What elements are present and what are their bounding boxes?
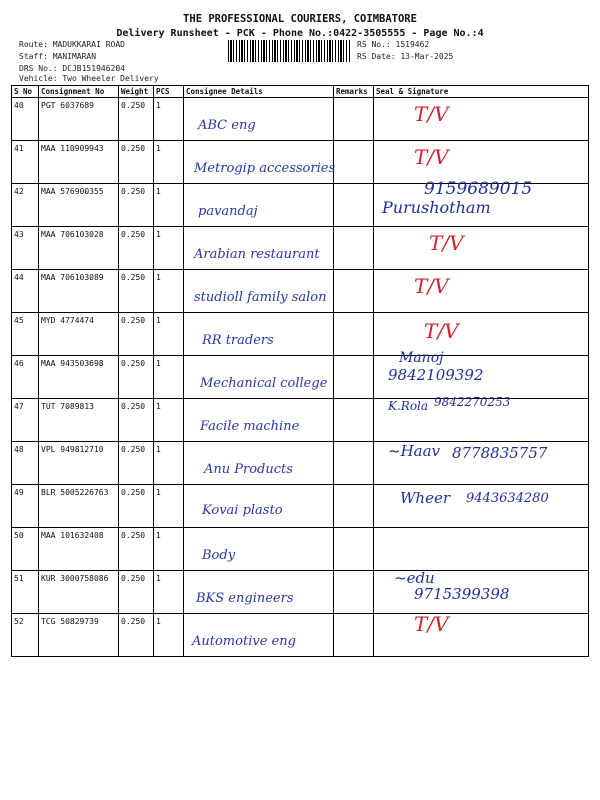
signature-scribble: ~Haav	[388, 442, 441, 460]
pieces: 1	[154, 442, 184, 485]
consignee-handwriting: pavandaj	[198, 204, 258, 219]
consignee-cell	[184, 356, 334, 399]
weight: 0.250	[119, 98, 154, 141]
signature-cell	[374, 442, 589, 485]
table-row	[12, 399, 589, 442]
signature-handwriting: 9443634280	[466, 491, 549, 506]
signature-handwriting: 8778835757	[452, 444, 548, 462]
column-header: Weight	[119, 86, 154, 98]
weight: 0.250	[119, 270, 154, 313]
consignment-number: MAA 706103089	[39, 270, 119, 313]
signature-handwriting: T/V	[414, 145, 449, 169]
serial-number: 48	[12, 442, 39, 485]
table-row	[12, 571, 589, 614]
consignee-handwriting: Body	[202, 548, 236, 563]
pieces: 1	[154, 270, 184, 313]
document-title: THE PROFESSIONAL COURIERS, COIMBATORE	[183, 13, 417, 25]
signature-handwriting: 9159689015	[424, 179, 533, 199]
consignee-handwriting: Kovai plasto	[202, 503, 283, 518]
table-header-row	[12, 86, 589, 98]
remarks-cell	[334, 614, 374, 657]
consignee-cell	[184, 313, 334, 356]
remarks-cell	[334, 528, 374, 571]
rs-number: RS No.: 1519462	[357, 40, 430, 49]
weight: 0.250	[119, 571, 154, 614]
consignee-cell	[184, 227, 334, 270]
remarks-cell	[334, 442, 374, 485]
consignee-cell	[184, 184, 334, 227]
signature-cell	[374, 528, 589, 571]
consignment-number: MYD 4774474	[39, 313, 119, 356]
signature-cell	[374, 227, 589, 270]
consignment-number: TUT 7089813	[39, 399, 119, 442]
pieces: 1	[154, 98, 184, 141]
consignee-handwriting: Anu Products	[204, 462, 293, 477]
signature-handwriting: T/V	[429, 231, 464, 255]
signature-scribble: Wheer	[400, 489, 451, 507]
consignee-handwriting: ABC eng	[198, 118, 256, 133]
consignment-number: MAA 110909943	[39, 141, 119, 184]
runsheet-table	[11, 85, 589, 657]
signature-scribble: Purushotham	[382, 198, 491, 217]
column-header: Consignee Details	[184, 86, 334, 98]
pieces: 1	[154, 399, 184, 442]
consignment-number: MAA 943503698	[39, 356, 119, 399]
signature-cell	[374, 141, 589, 184]
consignee-handwriting: Arabian restaurant	[194, 247, 320, 262]
table-row	[12, 442, 589, 485]
signature-cell	[374, 350, 589, 399]
serial-number: 47	[12, 399, 39, 442]
pieces: 1	[154, 485, 184, 528]
consignee-handwriting: studioll family salon	[194, 290, 327, 305]
remarks-cell	[334, 571, 374, 614]
consignee-handwriting: Mechanical college	[200, 376, 328, 391]
consignment-number: PGT 6037689	[39, 98, 119, 141]
signature-cell	[374, 614, 589, 657]
consignee-cell	[184, 270, 334, 313]
pieces: 1	[154, 356, 184, 399]
table-row	[12, 141, 589, 184]
remarks-cell	[334, 270, 374, 313]
table-row	[12, 356, 589, 399]
column-header: Remarks	[334, 86, 374, 98]
serial-number: 42	[12, 184, 39, 227]
weight: 0.250	[119, 356, 154, 399]
signature-handwriting: T/V	[414, 274, 449, 298]
route-label: Route: MADUKKARAI ROAD	[19, 40, 125, 49]
table-row	[12, 614, 589, 657]
pieces: 1	[154, 141, 184, 184]
serial-number: 43	[12, 227, 39, 270]
signature-cell	[374, 485, 589, 528]
column-header: PCS	[154, 86, 184, 98]
column-header: Seal & Signature	[374, 86, 589, 98]
weight: 0.250	[119, 442, 154, 485]
serial-number: 41	[12, 141, 39, 184]
consignee-cell	[184, 399, 334, 442]
consignee-cell	[184, 141, 334, 184]
table-row	[12, 227, 589, 270]
consignee-cell	[184, 485, 334, 528]
remarks-cell	[334, 399, 374, 442]
serial-number: 52	[12, 614, 39, 657]
signature-scribble: Manoj	[399, 350, 444, 366]
table-row	[12, 313, 589, 356]
signature-handwriting: T/V	[424, 319, 459, 343]
pieces: 1	[154, 528, 184, 571]
rs-date: RS Date: 13-Mar-2025	[357, 52, 454, 61]
weight: 0.250	[119, 614, 154, 657]
signature-scribble: K.Rola	[388, 399, 429, 413]
signature-handwriting: 9842270253	[434, 395, 511, 409]
table-row	[12, 528, 589, 571]
consignee-cell	[184, 442, 334, 485]
weight: 0.250	[119, 141, 154, 184]
consignee-handwriting: Facile machine	[200, 419, 300, 434]
serial-number: 46	[12, 356, 39, 399]
signature-handwriting: T/V	[414, 612, 449, 636]
signature-cell	[374, 395, 589, 442]
staff-label: Staff: MANIMARAN	[19, 52, 97, 61]
remarks-cell	[334, 356, 374, 399]
signature-handwriting: 9715399398	[414, 585, 510, 603]
remarks-cell	[334, 141, 374, 184]
weight: 0.250	[119, 399, 154, 442]
consignee-cell	[184, 614, 334, 657]
consignee-handwriting: BKS engineers	[196, 591, 294, 606]
column-header: Consignment No	[39, 86, 119, 98]
signature-cell	[374, 270, 589, 313]
weight: 0.250	[119, 528, 154, 571]
remarks-cell	[334, 313, 374, 356]
column-header: S No	[12, 86, 39, 98]
table-row	[12, 485, 589, 528]
signature-cell	[374, 98, 589, 141]
weight: 0.250	[119, 485, 154, 528]
consignment-number: MAA 706103028	[39, 227, 119, 270]
consignment-number: MAA 576900355	[39, 184, 119, 227]
barcode	[228, 40, 351, 62]
pieces: 1	[154, 614, 184, 657]
serial-number: 40	[12, 98, 39, 141]
table-row	[12, 270, 589, 313]
consignee-handwriting: RR traders	[202, 333, 274, 348]
serial-number: 51	[12, 571, 39, 614]
consignee-cell	[184, 98, 334, 141]
table-row	[12, 184, 589, 227]
consignee-cell	[184, 571, 334, 614]
consignee-cell	[184, 528, 334, 571]
remarks-cell	[334, 184, 374, 227]
pieces: 1	[154, 571, 184, 614]
remarks-cell	[334, 227, 374, 270]
consignment-number: BLR 5005226763	[39, 485, 119, 528]
pieces: 1	[154, 184, 184, 227]
consignee-handwriting: Metrogip accessories	[194, 161, 336, 176]
signature-cell	[374, 179, 589, 227]
weight: 0.250	[119, 313, 154, 356]
pieces: 1	[154, 227, 184, 270]
consignee-handwriting: Automotive eng	[192, 634, 296, 649]
serial-number: 45	[12, 313, 39, 356]
signature-cell	[374, 571, 589, 614]
consignment-number: KUR 3000758086	[39, 571, 119, 614]
remarks-cell	[334, 98, 374, 141]
weight: 0.250	[119, 227, 154, 270]
weight: 0.250	[119, 184, 154, 227]
vehicle-label: Vehicle: Two Wheeler Delivery	[19, 74, 159, 83]
remarks-cell	[334, 485, 374, 528]
signature-handwriting: 9842109392	[388, 366, 484, 384]
consignment-number: MAA 101632408	[39, 528, 119, 571]
table-row	[12, 98, 589, 141]
serial-number: 44	[12, 270, 39, 313]
consignment-number: TCG 50829739	[39, 614, 119, 657]
document-subtitle: Delivery Runsheet - PCK - Phone No.:0422-3505555 - Page No.:4	[116, 28, 484, 39]
signature-handwriting: T/V	[414, 102, 449, 126]
serial-number: 49	[12, 485, 39, 528]
drs-label: DRS No.: DCJB151946204	[19, 64, 125, 73]
pieces: 1	[154, 313, 184, 356]
serial-number: 50	[12, 528, 39, 571]
consignment-number: VPL 949812710	[39, 442, 119, 485]
signature-scribble: ~edu	[394, 569, 435, 587]
